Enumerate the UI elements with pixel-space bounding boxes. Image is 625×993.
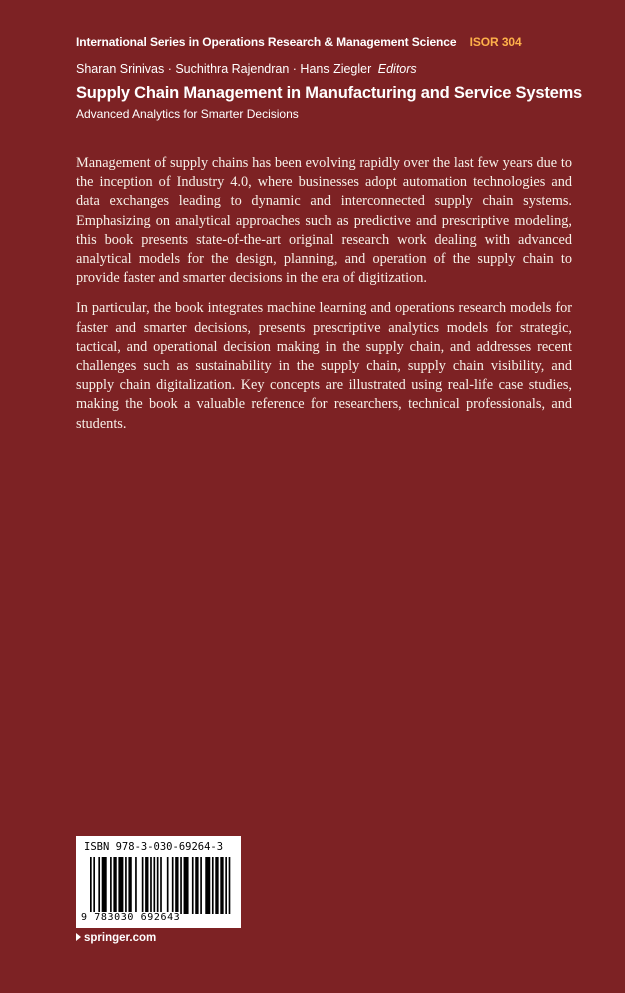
- barcode-bar: [102, 857, 107, 914]
- series-number: ISOR 304: [469, 35, 522, 49]
- barcode-bar: [118, 857, 123, 914]
- barcode-bar: [167, 857, 169, 914]
- series-name: International Series in Operations Research & Management Science: [76, 35, 457, 49]
- barcode-bar: [145, 857, 148, 914]
- barcode-bar: [113, 857, 116, 914]
- barcode-bar: [225, 857, 227, 914]
- barcode-bar: [172, 857, 174, 914]
- barcode-bar: [195, 857, 198, 914]
- barcode-bar: [135, 857, 137, 914]
- description-paragraph-2: In particular, the book integrates machine learning and operations research models for faster and smarter decisions, presents prescriptive analytics models for strategic, tactical, and operational decision making in the supply chain, and addresses recent challenges such as sustainability in the supply chain, supply chain visibility, and supply chain digitalization. Key concepts are illustrated using real-life case studies, making the book a valuable reference for researchers, technical professionals, and students.: [76, 300, 572, 432]
- barcode-bar: [93, 857, 95, 914]
- barcode-bar: [184, 857, 189, 914]
- barcode-bar: [153, 857, 155, 914]
- triangle-arrow-icon: [76, 933, 81, 941]
- barcode-bar: [229, 857, 231, 914]
- barcode-bar: [125, 857, 127, 914]
- editors-line: [76, 62, 417, 76]
- barcode-bar: [90, 857, 92, 914]
- barcode-bar: [215, 857, 218, 914]
- barcode-bar: [157, 857, 159, 914]
- publisher-link[interactable]: [76, 932, 156, 944]
- barcode-bar: [110, 857, 112, 914]
- book-subtitle: Advanced Analytics for Smarter Decisions: [76, 107, 299, 121]
- barcode-bar: [142, 857, 144, 914]
- description-paragraph-1: Management of supply chains has been evolving rapidly over the last few years due to the inception of Industry 4.0, where businesses adopt automation technologies and data exchanges leading to dynamic and interconnected supply chain systems. Emphasizing on analytical approaches such as predictive and prescriptive modeling, this book presents state-of-the-art original research work dealing with advanced analytical models for the design, planning, and operation of the supply chain to provide faster and smarter decisions in the era of digitization.: [76, 155, 572, 287]
- barcode-bar: [200, 857, 202, 914]
- isbn-label: ISBN 978-3-030-69264-3: [84, 841, 224, 853]
- barcode-bar: [220, 857, 223, 914]
- editor-names: Sharan Srinivas · Suchithra Rajendran · Hans Ziegler: [76, 62, 372, 76]
- barcode-bars: [90, 857, 232, 914]
- barcode-digits: 9 783030 692643: [81, 912, 181, 923]
- barcode-bar: [160, 857, 162, 914]
- barcode-bar: [98, 857, 100, 914]
- barcode-bar: [212, 857, 214, 914]
- book-title: Supply Chain Management in Manufacturing and Service Systems: [76, 84, 583, 102]
- barcode-bar: [128, 857, 131, 914]
- barcode-bar: [192, 857, 194, 914]
- publisher-url: springer.com: [84, 932, 157, 944]
- series-line: [76, 35, 576, 49]
- barcode-bar: [205, 857, 210, 914]
- book-description: [76, 154, 572, 445]
- isbn-barcode: [76, 836, 241, 928]
- barcode-bar: [150, 857, 152, 914]
- editors-role: Editors: [377, 62, 417, 76]
- barcode-bar: [175, 857, 178, 914]
- barcode-bar: [180, 857, 182, 914]
